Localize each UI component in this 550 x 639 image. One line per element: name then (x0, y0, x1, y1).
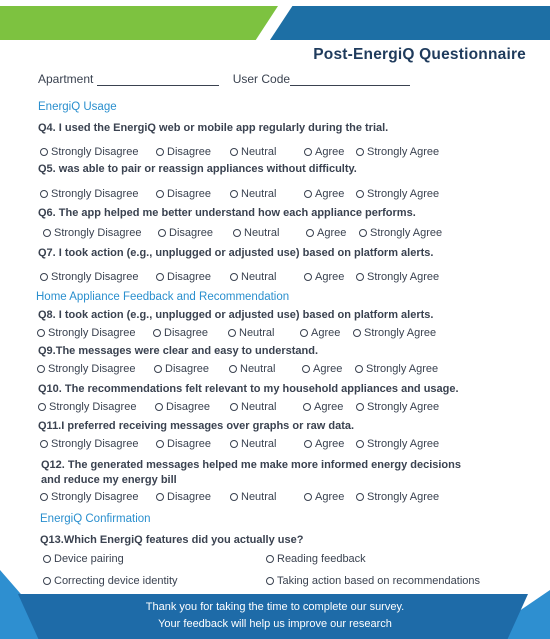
option-neutral[interactable]: Neutral (233, 227, 279, 239)
section-usage-heading: EnergiQ Usage (38, 101, 117, 113)
option-strongly-disagree[interactable]: Strongly Disagree (37, 327, 135, 339)
option-agree[interactable]: Agree (304, 271, 344, 283)
option-strongly-agree[interactable]: Strongly Agree (356, 146, 439, 158)
option-strongly-disagree[interactable]: Strongly Disagree (38, 401, 136, 413)
feature-correcting-identity[interactable]: Correcting device identity (43, 575, 178, 587)
option-agree[interactable]: Agree (300, 327, 340, 339)
radio-icon (40, 148, 48, 156)
radio-icon (353, 329, 361, 337)
radio-icon (306, 229, 314, 237)
radio-icon (40, 493, 48, 501)
radio-icon (156, 148, 164, 156)
question-q11: Q11.I preferred receiving messages over graphs or raw data. (38, 420, 355, 432)
radio-icon (153, 329, 161, 337)
option-disagree[interactable]: Disagree (156, 491, 211, 503)
radio-icon (266, 555, 274, 563)
radio-icon (300, 329, 308, 337)
option-disagree[interactable]: Disagree (158, 227, 213, 239)
option-neutral[interactable]: Neutral (230, 401, 276, 413)
radio-icon (158, 229, 166, 237)
radio-icon (302, 365, 310, 373)
radio-icon (303, 403, 311, 411)
radio-icon (156, 273, 164, 281)
radio-icon (266, 577, 274, 585)
option-agree[interactable]: Agree (304, 491, 344, 503)
radio-icon (230, 148, 238, 156)
option-agree[interactable]: Agree (304, 188, 344, 200)
option-agree[interactable]: Agree (304, 438, 344, 450)
option-disagree[interactable]: Disagree (156, 146, 211, 158)
question-q4: Q4. I used the EnergiQ web or mobile app regularly during the trial. (38, 122, 389, 134)
radio-icon (356, 493, 364, 501)
user-code-label: User Code (232, 72, 291, 86)
identity-fields (38, 72, 410, 86)
question-q13: Q13.Which EnergiQ features did you actually use? (40, 534, 304, 546)
section-confirmation-heading: EnergiQ Confirmation (40, 513, 151, 525)
option-strongly-disagree[interactable]: Strongly Disagree (40, 491, 138, 503)
radio-icon (356, 273, 364, 281)
option-neutral[interactable]: Neutral (230, 146, 276, 158)
option-strongly-disagree[interactable]: Strongly Disagree (40, 188, 138, 200)
option-strongly-agree[interactable]: Strongly Agree (356, 188, 439, 200)
radio-icon (356, 403, 364, 411)
radio-icon (156, 190, 164, 198)
section-feedback-heading: Home Appliance Feedback and Recommendation (36, 291, 290, 303)
radio-icon (43, 555, 51, 563)
question-q12-line1: Q12. The generated messages helped me make more informed energy decisions (41, 459, 461, 471)
radio-icon (304, 190, 312, 198)
option-disagree[interactable]: Disagree (154, 363, 209, 375)
radio-icon (37, 365, 45, 373)
question-q5: Q5. was able to pair or reassign appliances without difficulty. (38, 163, 357, 175)
apartment-field[interactable] (97, 73, 219, 86)
radio-icon (304, 493, 312, 501)
user-code-field[interactable] (290, 73, 410, 86)
footer-thanks-line: Thank you for taking the time to complete our survey. (145, 601, 405, 613)
radio-icon (156, 440, 164, 448)
question-q7: Q7. I took action (e.g., unplugged or adjusted use) based on platform alerts. (38, 247, 434, 259)
option-neutral[interactable]: Neutral (230, 271, 276, 283)
option-agree[interactable]: Agree (303, 401, 343, 413)
option-strongly-agree[interactable]: Strongly Agree (359, 227, 442, 239)
option-strongly-disagree[interactable]: Strongly Disagree (43, 227, 141, 239)
radio-icon (304, 440, 312, 448)
radio-icon (230, 403, 238, 411)
radio-icon (230, 273, 238, 281)
radio-icon (40, 440, 48, 448)
option-strongly-disagree[interactable]: Strongly Disagree (40, 271, 138, 283)
radio-icon (355, 365, 363, 373)
feature-reading-feedback[interactable]: Reading feedback (266, 553, 366, 565)
feature-taking-action[interactable]: Taking action based on recommendations (266, 575, 480, 587)
option-agree[interactable]: Agree (304, 146, 344, 158)
radio-icon (229, 365, 237, 373)
header-green-bar (0, 6, 278, 40)
option-strongly-agree[interactable]: Strongly Agree (355, 363, 438, 375)
radio-icon (356, 148, 364, 156)
option-disagree[interactable]: Disagree (156, 188, 211, 200)
radio-icon (154, 365, 162, 373)
question-q12-line2: and reduce my energy bill (41, 474, 177, 486)
option-disagree[interactable]: Disagree (155, 401, 210, 413)
option-strongly-disagree[interactable]: Strongly Disagree (40, 438, 138, 450)
apartment-label: Apartment (38, 72, 94, 86)
header-blue-bar (270, 6, 550, 40)
radio-icon (356, 440, 364, 448)
option-neutral[interactable]: Neutral (230, 438, 276, 450)
radio-icon (356, 190, 364, 198)
option-neutral[interactable]: Neutral (230, 491, 276, 503)
radio-icon (38, 403, 46, 411)
option-neutral[interactable]: Neutral (230, 188, 276, 200)
radio-icon (40, 190, 48, 198)
question-q8: Q8. I took action (e.g., unplugged or adjusted use) based on platform alerts. (38, 309, 434, 321)
option-strongly-agree[interactable]: Strongly Agree (353, 327, 436, 339)
radio-icon (43, 229, 51, 237)
option-strongly-agree[interactable]: Strongly Agree (356, 438, 439, 450)
option-agree[interactable]: Agree (306, 227, 346, 239)
option-disagree[interactable]: Disagree (156, 271, 211, 283)
question-q6: Q6. The app helped me better understand how each appliance performs. (38, 207, 416, 219)
option-neutral[interactable]: Neutral (229, 363, 275, 375)
radio-icon (230, 493, 238, 501)
radio-icon (228, 329, 236, 337)
option-disagree[interactable]: Disagree (153, 327, 208, 339)
option-strongly-agree[interactable]: Strongly Agree (356, 491, 439, 503)
question-q9: Q9.The messages were clear and easy to understand. (38, 345, 319, 357)
radio-icon (233, 229, 241, 237)
radio-icon (155, 403, 163, 411)
radio-icon (37, 329, 45, 337)
radio-icon (359, 229, 367, 237)
option-agree[interactable]: Agree (302, 363, 342, 375)
question-q10: Q10. The recommendations felt relevant to my household appliances and usage. (38, 383, 459, 395)
option-strongly-agree[interactable]: Strongly Agree (356, 401, 439, 413)
radio-icon (304, 148, 312, 156)
feature-device-pairing[interactable]: Device pairing (43, 553, 124, 565)
radio-icon (40, 273, 48, 281)
option-strongly-agree[interactable]: Strongly Agree (356, 271, 439, 283)
option-neutral[interactable]: Neutral (228, 327, 274, 339)
radio-icon (156, 493, 164, 501)
radio-icon (230, 440, 238, 448)
radio-icon (304, 273, 312, 281)
radio-icon (230, 190, 238, 198)
footer-feedback-line: Your feedback will help us improve our research (158, 618, 392, 630)
radio-icon (43, 577, 51, 585)
option-strongly-disagree[interactable]: Strongly Disagree (40, 146, 138, 158)
option-disagree[interactable]: Disagree (156, 438, 211, 450)
option-strongly-disagree[interactable]: Strongly Disagree (37, 363, 135, 375)
page-title: Post-EnergiQ Questionnaire (313, 46, 526, 63)
